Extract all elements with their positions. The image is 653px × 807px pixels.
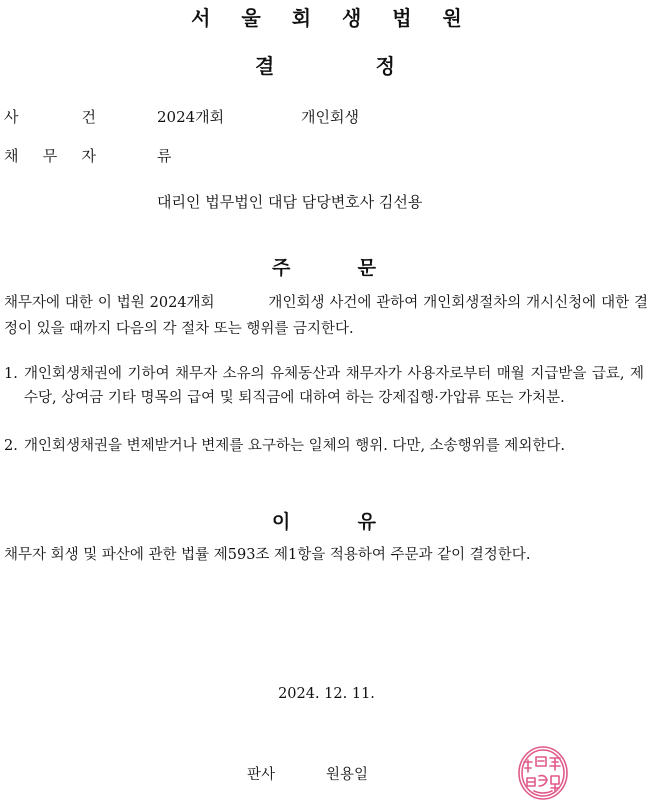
debtor-label-char-2: 무: [42, 147, 58, 165]
order-item-text: 개인회생채권에 기하여 채무자 소유의 유체동산과 채무자가 사용자로부터 매월 지급받을 급료, 제수당, 상여금 기타 명목의 급여 및 퇴직금에 대하여 하는 강제집행·가압류 또는 가처분.: [24, 366, 644, 406]
decision-date: 2024. 12. 11.: [278, 686, 375, 702]
order-heading-char-1: 주: [272, 257, 291, 279]
reason-text: 채무자 회생 및 파산에 관한 법률 제593조 제1항을 적용하여 주문과 같이 결정한다.: [4, 547, 531, 563]
order-item-text: 개인회생채권을 변제받거나 변제를 요구하는 일체의 행위. 다만, 소송행위를 제외한다.: [24, 438, 565, 454]
document-title-char-1: 결: [255, 54, 275, 78]
legal-agent: 대리인 법무법인 대담 담당변호사 김선용: [157, 193, 423, 211]
debtor-label-char-1: 채: [4, 147, 19, 165]
document-title: [255, 50, 395, 79]
order-intro: 채무자에 대한 이 법원 2024개회 개인회생 사건에 관하여 개인회생절차의 개시신청에 대한 결정이 있을 때까지 다음의 각 절차 또는 행위를 금지한다.: [4, 295, 648, 337]
seal-icon: [516, 744, 570, 802]
reason-heading-char-2: 유: [357, 511, 376, 533]
reason-heading-char-1: 이: [272, 511, 291, 533]
order-item-number: 2.: [4, 438, 18, 454]
debtor-name: 류: [157, 147, 172, 165]
judge-name: 원용일: [326, 767, 369, 783]
case-number: 2024개회: [157, 108, 225, 126]
case-type: 개인회생: [301, 108, 359, 126]
judge-seal-stamp: [516, 744, 570, 802]
case-label-char-1: 사: [4, 108, 19, 126]
order-heading: [272, 253, 376, 280]
order-heading-char-2: 문: [357, 257, 376, 279]
order-item-2: [4, 434, 644, 458]
debtor-label: [4, 145, 96, 166]
debtor-label-char-3: 자: [81, 147, 96, 165]
case-label-char-2: 건: [81, 108, 96, 126]
court-name: 서 울 회 생 법 원: [191, 6, 474, 30]
order-item-1: [4, 362, 644, 410]
case-label: [4, 106, 96, 127]
document-title-char-2: 정: [375, 54, 395, 78]
judge-title: 판사: [247, 767, 276, 783]
reason-heading: [272, 507, 376, 534]
order-item-number: 1.: [4, 366, 18, 382]
